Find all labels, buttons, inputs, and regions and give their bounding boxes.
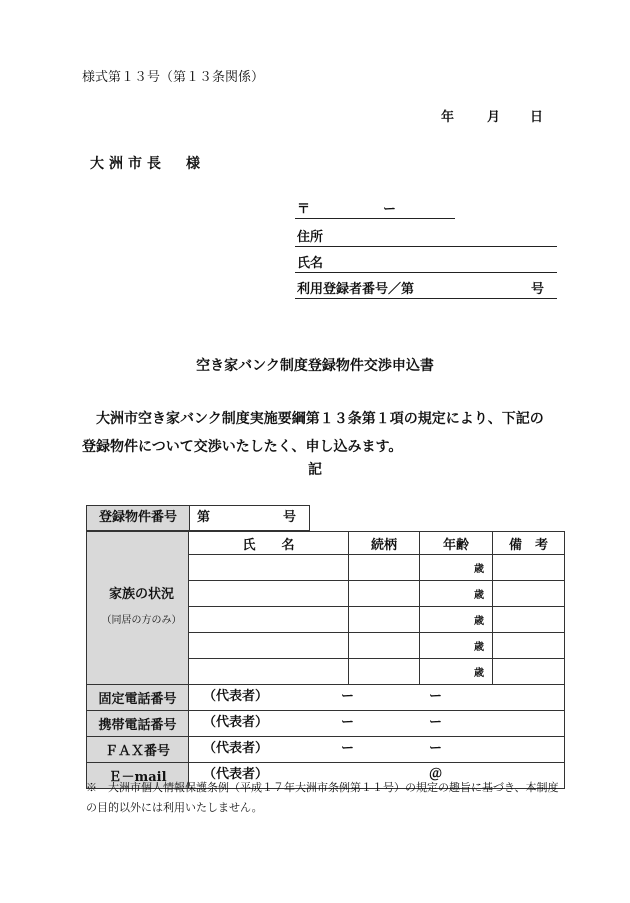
- family-age-cell[interactable]: 歳: [420, 633, 493, 659]
- date-day: 日: [530, 110, 544, 125]
- family-remarks-cell[interactable]: [493, 633, 565, 659]
- family-remarks-cell[interactable]: [493, 581, 565, 607]
- family-label: 家族の状況: [108, 587, 174, 602]
- landline-label: 固定電話番号: [87, 685, 189, 711]
- family-relation-cell[interactable]: [349, 555, 420, 581]
- family-remarks-cell[interactable]: [493, 555, 565, 581]
- fax-sep-2: ー: [429, 741, 443, 756]
- contact-row-landline: [87, 685, 565, 711]
- body-text: [82, 405, 544, 461]
- body-line-2: 登録物件について交渉いたしたく、申し込みます。: [82, 439, 403, 455]
- header-relation: 続柄: [349, 532, 420, 555]
- family-relation-cell[interactable]: [349, 633, 420, 659]
- family-relation-cell[interactable]: [349, 607, 420, 633]
- header-remarks: 備 考: [493, 532, 565, 555]
- landline-sep-2: ー: [429, 689, 443, 704]
- family-name-cell[interactable]: [189, 607, 349, 633]
- fax-sep-1: ー: [341, 741, 355, 756]
- landline-rep: （代表者）: [203, 689, 269, 704]
- document-title: 空き家バンク制度登録物件交渉申込書: [196, 358, 434, 374]
- email-label: Ｅ－mail: [87, 763, 189, 789]
- family-header-row: [87, 532, 565, 555]
- landline-sep-1: ー: [341, 689, 355, 704]
- ki-heading: 記: [308, 462, 322, 478]
- family-name-cell[interactable]: [189, 633, 349, 659]
- registration-suffix: 号: [283, 510, 297, 525]
- registration-prefix: 第: [197, 510, 211, 525]
- fax-label: ＦＡＸ番号: [87, 737, 189, 763]
- name-label: 氏名: [297, 256, 324, 271]
- application-table: [86, 531, 565, 789]
- name-field[interactable]: [295, 254, 557, 273]
- family-sub-label: （同居の方のみ）: [101, 615, 182, 626]
- privacy-note: [86, 778, 566, 818]
- family-name-cell[interactable]: [189, 555, 349, 581]
- family-name-cell[interactable]: [189, 659, 349, 685]
- landline-field[interactable]: [189, 685, 565, 711]
- form-number: 様式第１３号（第１３条関係）: [82, 70, 265, 85]
- mobile-sep-1: ー: [341, 715, 355, 730]
- postal-dash: ー: [383, 202, 397, 217]
- mobile-rep: （代表者）: [203, 715, 269, 730]
- addressee-name: 大洲市長: [90, 156, 166, 172]
- family-relation-cell[interactable]: [349, 659, 420, 685]
- registration-number-box: [86, 505, 310, 531]
- family-age-cell[interactable]: 歳: [420, 607, 493, 633]
- family-remarks-cell[interactable]: [493, 607, 565, 633]
- mobile-sep-2: ー: [429, 715, 443, 730]
- addressee: [90, 153, 205, 173]
- mobile-label: 携帯電話番号: [87, 711, 189, 737]
- mobile-field[interactable]: [189, 711, 565, 737]
- family-name-cell[interactable]: [189, 581, 349, 607]
- date-month: 月: [487, 110, 501, 125]
- addressee-honorific: 様: [186, 156, 205, 172]
- user-number-label: 利用登録者番号／第: [297, 282, 415, 297]
- contact-row-mobile: [87, 711, 565, 737]
- email-at-sign: ＠: [429, 767, 443, 782]
- postal-mark: 〒: [297, 202, 311, 217]
- email-rep: （代表者）: [203, 767, 269, 782]
- family-age-cell[interactable]: 歳: [420, 581, 493, 607]
- header-age: 年齢: [420, 532, 493, 555]
- fax-rep: （代表者）: [203, 741, 269, 756]
- contact-row-fax: [87, 737, 565, 763]
- family-age-cell[interactable]: 歳: [420, 659, 493, 685]
- family-label-cell: [87, 532, 189, 685]
- registration-label: 登録物件番号: [87, 506, 190, 530]
- date-year: 年: [441, 110, 455, 125]
- fax-field[interactable]: [189, 737, 565, 763]
- family-relation-cell[interactable]: [349, 581, 420, 607]
- family-remarks-cell[interactable]: [493, 659, 565, 685]
- user-number-suffix: 号: [531, 282, 545, 297]
- user-number-field[interactable]: [295, 280, 557, 299]
- note-text: 大洲市個人情報保護条例（平成１７年大洲市条例第１１号）の規定の趣旨に基づき、本制度の目的以外には利用いたしません。: [86, 781, 559, 814]
- address-label: 住所: [297, 230, 324, 245]
- body-line-1: 大洲市空き家バンク制度実施要綱第１３条第１項の規定により、下記の: [82, 411, 544, 427]
- family-age-cell[interactable]: 歳: [420, 555, 493, 581]
- postal-code-field[interactable]: [295, 200, 455, 219]
- note-mark: ※: [86, 781, 97, 794]
- address-field[interactable]: [295, 228, 557, 247]
- header-name: 氏 名: [189, 532, 349, 555]
